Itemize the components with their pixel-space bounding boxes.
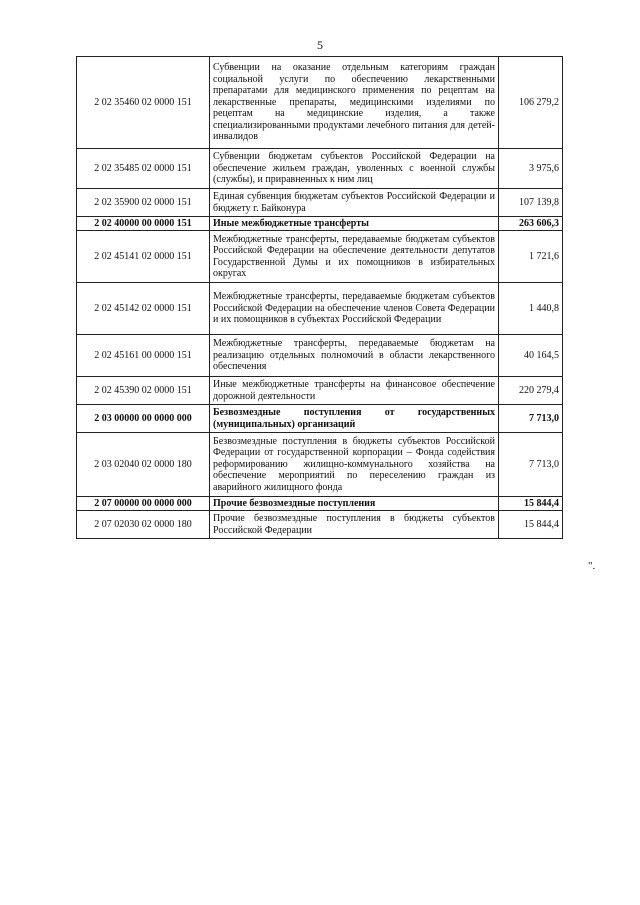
table-row [77, 405, 563, 433]
description-cell: Межбюджетные трансферты, передаваемые бюджетам субъектов Российской Федерации на обеспечение членов Совета Федерации и их помощников в субъектах Российской Федерации [210, 283, 499, 335]
budget-code-cell: 2 02 35460 02 0000 151 [77, 57, 210, 149]
table-row [77, 217, 563, 231]
table-row [77, 335, 563, 377]
amount-cell: 7 713,0 [499, 405, 563, 433]
budget-code-cell: 2 03 02040 02 0000 180 [77, 433, 210, 497]
budget-code-cell: 2 07 02030 02 0000 180 [77, 511, 210, 539]
closing-quote-mark: ". [588, 560, 596, 572]
table-row [77, 149, 563, 189]
amount-cell: 40 164,5 [499, 335, 563, 377]
budget-code-cell: 2 02 35900 02 0000 151 [77, 189, 210, 217]
description-cell: Безвозмездные поступления от государственных (муниципальных) организаций [210, 405, 499, 433]
table-row [77, 231, 563, 283]
description-cell: Субвенции на оказание отдельным категориям граждан социальной услуги по обеспечению лекарственными препаратами для медицинского применения по рецептам на лекарственные препараты, медицинскими изделиями по рецептам на медицинские изделия, а также специализированными продуктами лечебного питания для детей-инвалидов [210, 57, 499, 149]
description-cell: Прочие безвозмездные поступления [210, 497, 499, 511]
budget-code-cell: 2 03 00000 00 0000 000 [77, 405, 210, 433]
amount-cell: 1 721,6 [499, 231, 563, 283]
budget-code-cell: 2 07 00000 00 0000 000 [77, 497, 210, 511]
description-cell: Единая субвенция бюджетам субъектов Российской Федерации и бюджету г. Байконура [210, 189, 499, 217]
table-row [77, 433, 563, 497]
table-row [77, 511, 563, 539]
budget-code-cell: 2 02 45142 02 0000 151 [77, 283, 210, 335]
amount-cell: 1 440,8 [499, 283, 563, 335]
description-cell: Иные межбюджетные трансферты на финансовое обеспечение дорожной деятельности [210, 377, 499, 405]
budget-code-cell: 2 02 45161 00 0000 151 [77, 335, 210, 377]
description-cell: Субвенции бюджетам субъектов Российской Федерации на обеспечение жильем граждан, уволенных с военной службы (службы), и приравненных к ним лиц [210, 149, 499, 189]
amount-cell: 107 139,8 [499, 189, 563, 217]
table-row [77, 57, 563, 149]
budget-code-cell: 2 02 35485 02 0000 151 [77, 149, 210, 189]
budget-code-cell: 2 02 45141 02 0000 151 [77, 231, 210, 283]
amount-cell: 263 606,3 [499, 217, 563, 231]
description-cell: Межбюджетные трансферты, передаваемые бюджетам субъектов Российской Федерации на обеспечение деятельности депутатов Государственной Думы и их помощников в избирательных округах [210, 231, 499, 283]
description-cell: Иные межбюджетные трансферты [210, 217, 499, 231]
table-row [77, 497, 563, 511]
budget-code-cell: 2 02 45390 02 0000 151 [77, 377, 210, 405]
budget-table [76, 56, 563, 539]
amount-cell: 3 975,6 [499, 149, 563, 189]
page-number: 5 [317, 38, 323, 52]
amount-cell: 7 713,0 [499, 433, 563, 497]
table-row [77, 283, 563, 335]
description-cell: Межбюджетные трансферты, передаваемые бюджетам на реализацию отдельных полномочий в области лекарственного обеспечения [210, 335, 499, 377]
table-row [77, 377, 563, 405]
table-row [77, 189, 563, 217]
amount-cell: 15 844,4 [499, 497, 563, 511]
amount-cell: 15 844,4 [499, 511, 563, 539]
description-cell: Безвозмездные поступления в бюджеты субъектов Российской Федерации от государственной корпорации – Фонда содействия реформированию жилищно-коммунального хозяйства на обеспечение мероприятий по переселению граждан из аварийного жилищного фонда [210, 433, 499, 497]
amount-cell: 106 279,2 [499, 57, 563, 149]
budget-code-cell: 2 02 40000 00 0000 151 [77, 217, 210, 231]
amount-cell: 220 279,4 [499, 377, 563, 405]
description-cell: Прочие безвозмездные поступления в бюджеты субъектов Российской Федерации [210, 511, 499, 539]
